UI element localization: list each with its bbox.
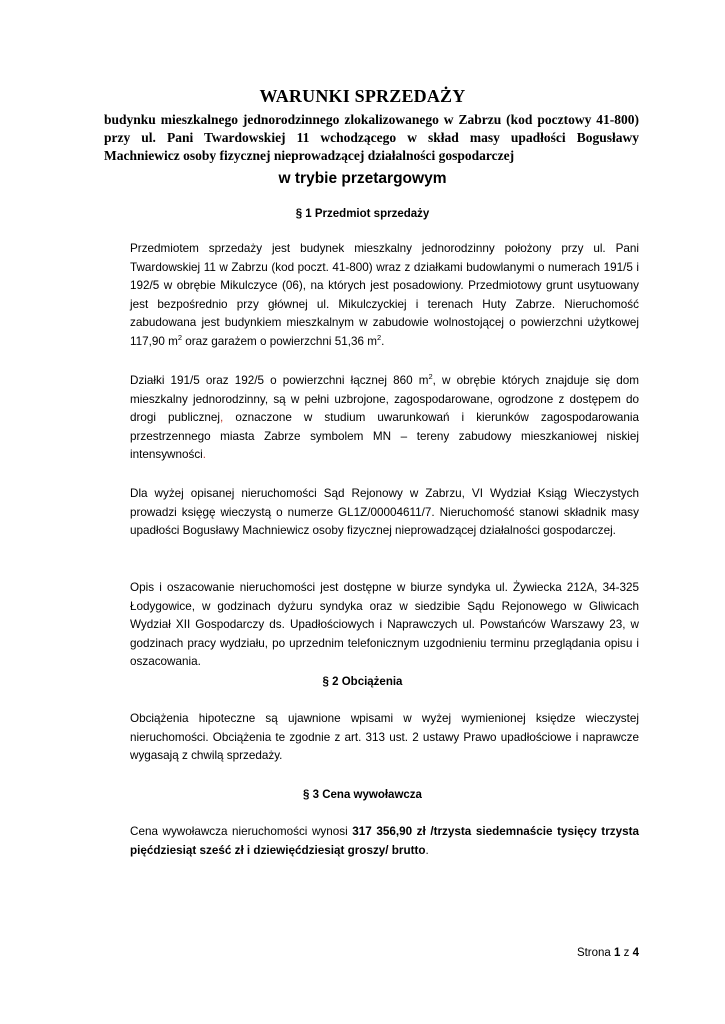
total-pages: 4 bbox=[632, 947, 639, 959]
section-1-paragraph-3: Dla wyżej opisanej nieruchomości Sąd Rejonowy w Zabrzu, VI Wydział Ksiąg Wieczystych prowadzi księgę wieczystą o numerze GL1Z/00004611/7. Nieruchomość stanowi składnik masy upadłości Bogusławy Machniewicz osoby fizycznej nieprowadzącej działalności gospodarczej. bbox=[130, 487, 639, 537]
text-run: . bbox=[381, 334, 385, 348]
text-run: . bbox=[425, 843, 429, 857]
section-3-heading: § 3 Cena wywoławcza bbox=[303, 789, 422, 801]
text-run: oraz garażem o powierzchni 51,36 m bbox=[182, 334, 377, 348]
red-period: . bbox=[202, 448, 207, 461]
text-run: Działki 191/5 oraz 192/5 o powierzchni łącznej 860 m bbox=[130, 374, 429, 387]
superscript: 2 bbox=[376, 332, 382, 342]
document-title: WARUNKI SPRZEDAŻY bbox=[259, 86, 466, 106]
superscript: 2 bbox=[177, 332, 183, 342]
document-subtitle: budynku mieszkalnego jednorodzinnego zlokalizowanego w Zabrzu (kod pocztowy 41-800) przy ul. Pani Twardowskiej 11 wchodzącego w skład masy upadłości Bogusławy Machniewicz osoby fizycznej nieprowadzącej działalności gospodarczej bbox=[104, 112, 639, 163]
red-comma: , bbox=[220, 411, 224, 424]
section-2-heading: § 2 Obciążenia bbox=[322, 676, 403, 688]
section-2-paragraph-1: Obciążenia hipoteczne są ujawnione wpisami w wyżej wymienionej księdze wieczystej nieruchomości. Obciążenia te zgodnie z art. 313 ust. 2 ustawy Prawo upadłościowe i naprawcze wygasają z chwilą sprzedaży. bbox=[130, 712, 639, 762]
text-run: , w obrębie których znajduje się dom mieszkalny jednorodzinny, są w pełni uzbrojone, zagospodarowane, ogrodzone z dostępem do drogi publicznej bbox=[130, 374, 639, 424]
text-run: Przedmiotem sprzedaży jest budynek mieszkalny jednorodzinny położony przy ul. Pani Twardowskiej 11 w Zabrzu (kod poczt. 41-800) wraz z działkami budowlanymi o numerach 191/5 i 192/5 w obrębie Mikulczyce (06), na których jest posadowiony. Przedmiotowy grunt usytuowany jest bezpośrednio przy głównej ul. Mikulczyckiej i terenach Huty Zabrze. Nieruchomość zabudowana jest budynkiem mieszkalnym w zabudowie wolnostojącej o powierzchni użytkowej 117,90 m bbox=[130, 242, 639, 348]
sale-mode-heading: w trybie przetargowym bbox=[278, 170, 447, 187]
section-3-paragraph-1 bbox=[130, 823, 639, 860]
text-run: Cena wywoławcza nieruchomości wynosi bbox=[130, 825, 353, 838]
superscript: 2 bbox=[428, 372, 433, 382]
page-label: Strona bbox=[576, 947, 611, 959]
section-1-paragraph-1 bbox=[130, 240, 639, 351]
section-1-paragraph-2 bbox=[130, 372, 639, 465]
section-1-paragraph-4: Opis i oszacowanie nieruchomości jest dostępne w biurze syndyka ul. Żywiecka 212A, 34-325 Łodygowice, w godzinach dyżuru syndyka oraz w siedzibie Sądu Rejonowego w Gliwicach Wydział XII Gospodarczy ds. Upadłościowych i Naprawczych ul. Powstańców Warszawy 23, w godzinach pracy wydziału, po uprzednim telefonicznym uzgodnieniu terminu przeglądania opisu i oszacowania. bbox=[130, 581, 639, 668]
current-page: 1 bbox=[614, 947, 621, 959]
page-number bbox=[577, 947, 639, 959]
price-amount: 317 356,90 zł /trzysta siedemnaście tysięcy trzysta pięćdziesiąt sześć zł i dziewięćdziesiąt groszy/ brutto bbox=[130, 825, 639, 857]
section-1-heading: § 1 Przedmiot sprzedaży bbox=[295, 208, 430, 220]
text-run: oznaczone w studium uwarunkowań i kierunków zagospodarowania przestrzennego miasta Zabrze symbolem MN – tereny zabudowy mieszkaniowej niskiej intensywności bbox=[130, 411, 639, 461]
page-separator: z bbox=[623, 947, 630, 959]
